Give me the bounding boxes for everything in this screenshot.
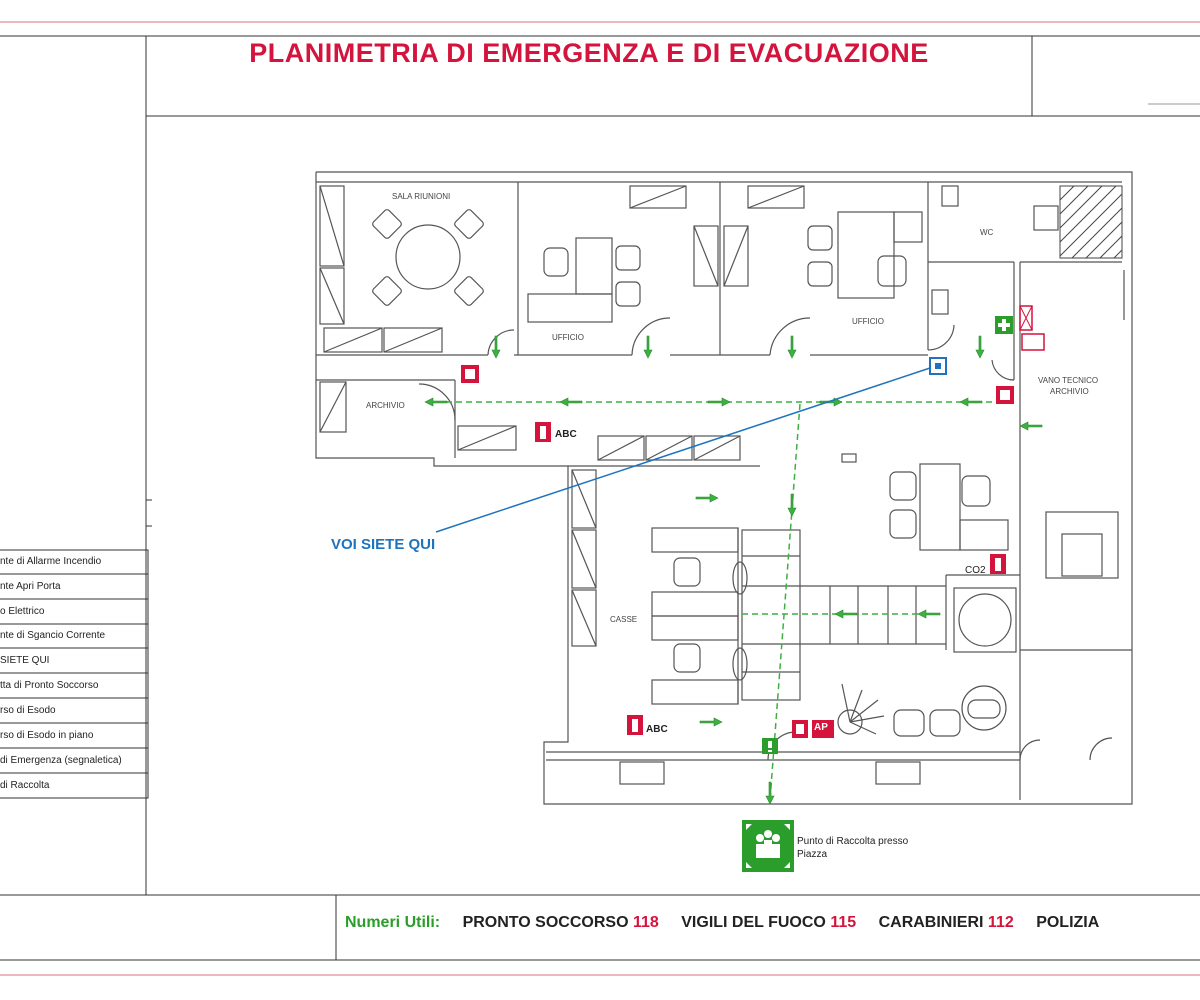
co2-extinguisher-icon [990,554,1006,574]
assembly-point-line2: Piazza [797,849,828,860]
assembly-point-label [797,835,908,861]
assembly-point-icon [742,820,794,872]
page-title: PLANIMETRIA DI EMERGENZA E DI EVACUAZIONE [249,38,929,68]
room-sala-riunioni: SALA RIUNIONI [392,192,451,201]
legend-power-cutoff: nte di Sgancio Corrente [0,630,106,641]
room-ufficio-1: UFFICIO [552,333,584,342]
pronto-soccorso-number: 118 [632,914,659,931]
extinguisher-abc-label-1: ABC [555,429,577,440]
room-vano-tecnico: VANO TECNICO [1038,376,1099,385]
vigili-fuoco-name: VIGILI DEL FUOCO [681,914,826,931]
you-are-here-label: VOI SIETE QUI [331,536,436,553]
legend-exit-route-floor: rso di Esodo in piano [0,730,94,741]
power-cutoff-icon [1020,306,1032,330]
assembly-point-line1: Punto di Raccolta presso [797,836,909,847]
fire-extinguisher-icon-2 [627,715,643,735]
vigili-fuoco-number: 115 [830,914,857,931]
room-archivio: ARCHIVIO [366,401,405,410]
pronto-soccorso-name: PRONTO SOCCORSO [462,914,629,931]
room-ufficio-2: UFFICIO [852,317,884,326]
room-casse: CASSE [610,615,638,624]
fire-alarm-icon-1 [461,365,479,383]
legend-first-aid: tta di Pronto Soccorso [0,680,99,691]
extinguisher-abc-label-2: ABC [646,724,668,735]
emergency-numbers [345,914,1099,932]
legend-fire-alarm: nte di Allarme Incendio [0,556,102,567]
ap-label: AP [814,722,828,733]
legend-electrical: o Elettrico [0,606,45,617]
first-aid-icon [995,316,1013,334]
co2-label: CO2 [965,565,986,576]
electrical-panel-icon [1022,334,1044,350]
fire-alarm-icon-3 [792,720,808,738]
legend-emergency-signage: di Emergenza (segnaletica) [0,755,122,766]
legend-exit-route: rso di Esodo [0,705,56,716]
carabinieri-number: 112 [987,914,1014,931]
carabinieri-name: CARABINIERI [878,914,984,931]
room-vano-tecnico-archivio: ARCHIVIO [1050,387,1089,396]
emergency-exit-sign-icon [762,738,778,754]
legend-assembly-point: di Raccolta [0,780,50,791]
emergency-numbers-label: Numeri Utili: [345,914,441,931]
fire-extinguisher-icon-1 [535,422,551,442]
legend-you-are-here: SIETE QUI [0,655,50,666]
room-wc: WC [980,228,994,237]
you-are-here-marker [930,358,946,374]
legend-door-opener: nte Apri Porta [0,581,61,592]
polizia-name: POLIZIA [1036,914,1100,931]
fire-alarm-icon-2 [996,386,1014,404]
